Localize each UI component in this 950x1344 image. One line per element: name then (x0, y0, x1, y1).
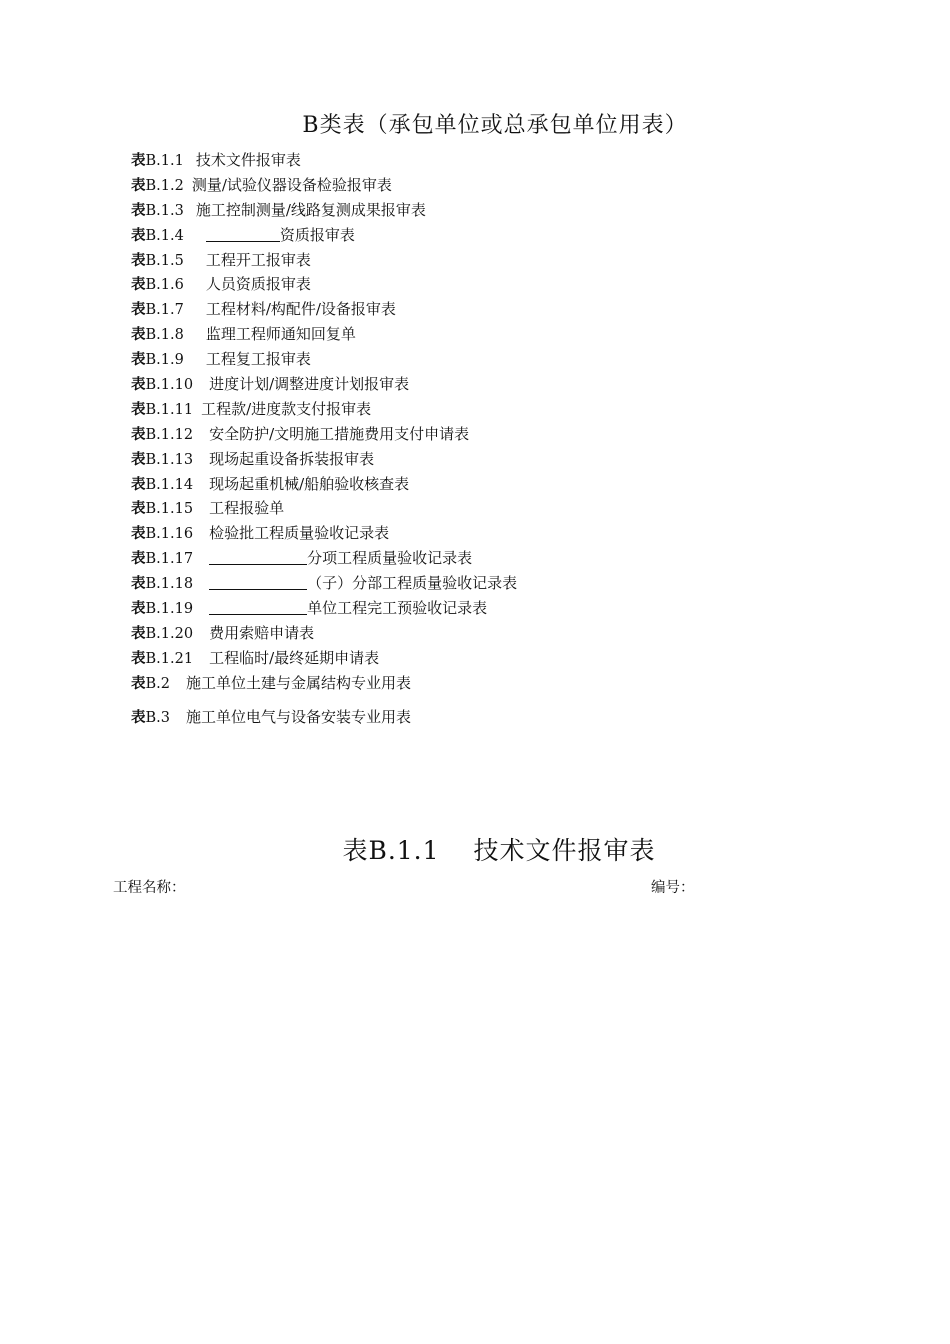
fill-blank (206, 226, 280, 242)
toc-item: 表B.1.19 单位工程完工预验收记录表 (131, 599, 488, 618)
toc-item: 表B.1.4 资质报审表 (131, 225, 355, 244)
form-name: 技术文件报审表 (473, 836, 656, 865)
form-title (0, 831, 950, 867)
toc-item: 表B.1.17 分项工程质量验收记录表 (131, 549, 473, 568)
toc-item: 表B.1.8 监理工程师通知回复单 (131, 325, 356, 344)
toc-item: 表B.1.1 技术文件报审表 (131, 151, 301, 169)
toc-item: 表B.1.9 工程复工报审表 (131, 350, 311, 369)
toc-item: 表B.1.21 工程临时/最终延期申请表 (131, 648, 380, 667)
toc-item: 表B.1.5 工程开工报审表 (131, 250, 311, 269)
toc-item: 表B.1.6 人员资质报审表 (131, 275, 311, 294)
toc-item: 表B.1.20 费用索赔申请表 (131, 623, 315, 642)
toc-item: 表B.1.15 工程报验单 (131, 499, 285, 518)
fill-blank (209, 549, 307, 565)
toc-item: 表B.1.12 安全防护/文明施工措施费用支付申请表 (131, 424, 470, 443)
form-code: 表B.1.1 (342, 836, 440, 865)
toc-item: 表B.1.10 进度计划/调整进度计划报审表 (131, 375, 410, 394)
toc-item: 表B.1.18 （子）分部工程质量验收记录表 (131, 574, 518, 593)
toc-item: 表B.2 施工单位土建与金属结构专业用表 (131, 673, 412, 692)
toc-item: 表B.1.11 工程款/进度款支付报审表 (131, 399, 372, 418)
project-name-label: 工程名称： (113, 880, 186, 896)
toc-item: 表B.1.2 测量/试验仪器设备检验报审表 (131, 175, 392, 194)
document-title: B类表（承包单位或总承包单位用表） (302, 113, 688, 138)
number-label: 编号： (651, 880, 695, 896)
table-of-contents (131, 148, 517, 729)
toc-item: 表B.1.14 现场起重机械/船舶验收核查表 (131, 474, 410, 493)
toc-item: 表B.1.7 工程材料/构配件/设备报审表 (131, 300, 396, 319)
toc-item: 表B.1.13 现场起重设备拆装报审表 (131, 449, 375, 468)
fill-blank (209, 574, 307, 590)
toc-item: 表B.3 施工单位电气与设备安装专业用表 (131, 707, 412, 726)
toc-item: 表B.1.16 检验批工程质量验收记录表 (131, 524, 390, 543)
fill-blank (209, 599, 307, 615)
toc-item: 表B.1.3 施工控制测量/线路复测成果报审表 (131, 200, 426, 219)
